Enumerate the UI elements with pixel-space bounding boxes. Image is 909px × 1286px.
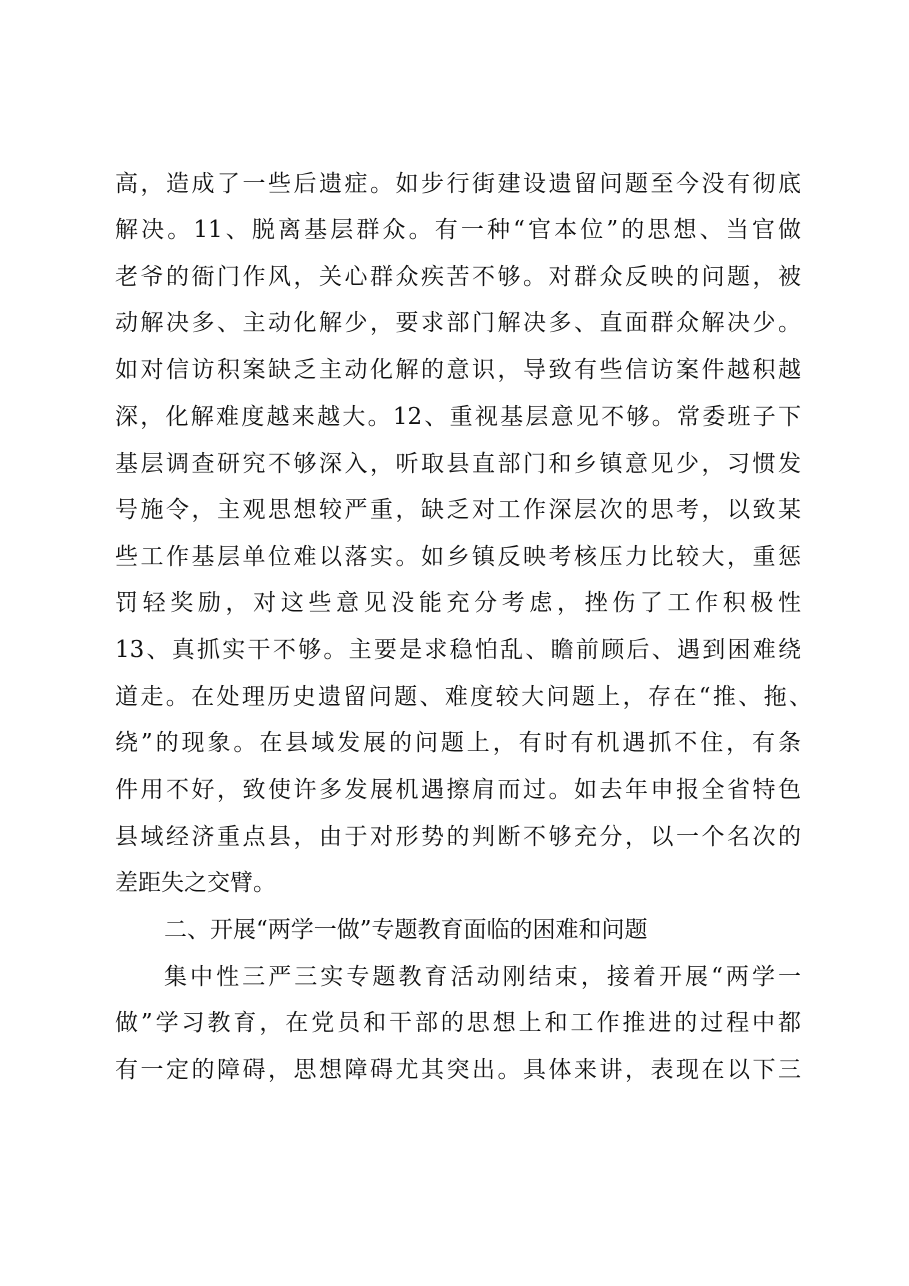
text-line-7: 基层调查研究不够深入，听取县直部门和乡镇意见少，习惯发 [115,451,801,477]
text-line-8: 号施令，主观思想较严重，缺乏对工作深层次的思考，以致某 [115,497,801,523]
text-line-13: 绕”的现象。在县域发展的问题上，有时有机遇抓不住，有条 [115,730,801,756]
text-line-5: 如对信访积案缺乏主动化解的意识，导致有些信访案件越积越 [115,357,801,383]
text-line-12: 道走。在处理历史遗留问题、难度较大问题上，存在“推、拖、 [115,684,812,710]
text-line-6: 深，化解难度越来越大。12、重视基层意见不够。常委班子下 [115,404,801,430]
text-line-3: 老爷的衙门作风，关心群众疾苦不够。对群众反映的问题，被 [115,264,801,290]
text-line-1: 高，造成了一些后遗症。如步行街建设遗留问题至今没有彻底 [115,171,801,197]
section-heading: 二、开展“两学一做”专题教育面临的困难和问题 [164,917,648,943]
text-line-16: 差距失之交臂。 [115,870,276,896]
text-line-10: 罚轻奖励，对这些意见没能充分考虑，挫伤了工作积极性 [115,590,801,616]
text-line-4: 动解决多、主动化解少，要求部门解决多、直面群众解决少。 [115,310,801,336]
text-line-20: 有一定的障碍，思想障碍尤其突出。具体来讲，表现在以下三 [115,1057,801,1083]
text-line-9: 些工作基层单位难以落实。如乡镇反映考核压力比较大，重惩 [115,544,801,570]
text-line-15: 县域经济重点县，由于对形势的判断不够充分，以一个名次的 [115,824,801,850]
text-line-2: 解决。11、脱离基层群众。有一种“官本位”的思想、当官做 [115,217,801,243]
text-line-18: 集中性三严三实专题教育活动刚结束，接着开展“两学一 [164,964,801,990]
text-line-19: 做”学习教育，在党员和干部的思想上和工作推进的过程中都 [115,1010,801,1036]
text-line-14: 件用不好，致使许多发展机遇擦肩而过。如去年申报全省特色 [115,777,801,803]
text-line-11: 13、真抓实干不够。主要是求稳怕乱、瞻前顾后、遇到困难绕 [115,637,801,663]
